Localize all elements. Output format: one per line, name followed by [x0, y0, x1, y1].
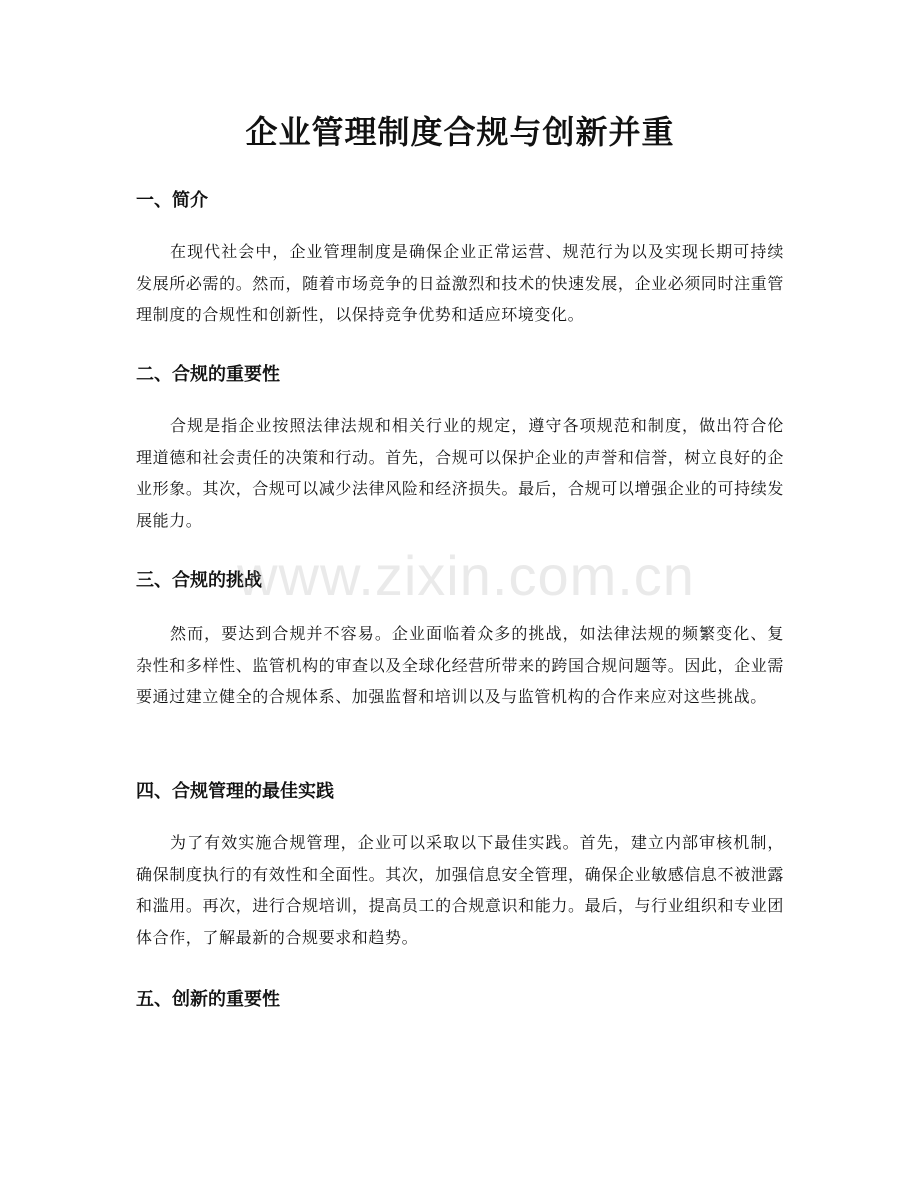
section-paragraph-intro: 在现代社会中，企业管理制度是确保企业正常运营、规范行为以及实现长期可持续发展所必需的。然而，随着市场竞争的日益激烈和技术的快速发展，企业必须同时注重管理制度的合规性和创新性，以保持竞争优势和适应环境变化。 [136, 242, 784, 324]
section-heading-intro: 一、简介 [136, 190, 208, 211]
section-heading-best-practices: 四、合规管理的最佳实践 [136, 781, 334, 802]
section-paragraph-compliance-challenges: 然而，要达到合规并不容易。企业面临着众多的挑战，如法律法规的频繁变化、复杂性和多样性、监管机构的审查以及全球化经营所带来的跨国合规问题等。因此，企业需要通过建立健全的合规体系、加强监督和培训以及与监管机构的合作来应对这些挑战。 [136, 624, 784, 706]
section-heading-compliance-importance: 二、合规的重要性 [136, 364, 280, 385]
section-paragraph-best-practices: 为了有效实施合规管理，企业可以采取以下最佳实践。首先，建立内部审核机制，确保制度执行的有效性和全面性。其次，加强信息安全管理，确保企业敏感信息不被泄露和滥用。再次，进行合规培训，提高员工的合规意识和能力。最后，与行业组织和专业团体合作，了解最新的合规要求和趋势。 [136, 833, 784, 947]
section-heading-compliance-challenges: 三、合规的挑战 [136, 570, 262, 591]
watermark: www.zixin.com.cn [237, 544, 695, 607]
section-paragraph-compliance-importance: 合规是指企业按照法律法规和相关行业的规定，遵守各项规范和制度，做出符合伦理道德和社会责任的决策和行动。首先，合规可以保护企业的声誉和信誉，树立良好的企业形象。其次，合规可以减少法律风险和经济损失。最后，合规可以增强企业的可持续发展能力。 [136, 416, 784, 530]
section-heading-innovation-importance: 五、创新的重要性 [136, 989, 280, 1010]
document-title: 企业管理制度合规与创新并重 [245, 113, 675, 151]
